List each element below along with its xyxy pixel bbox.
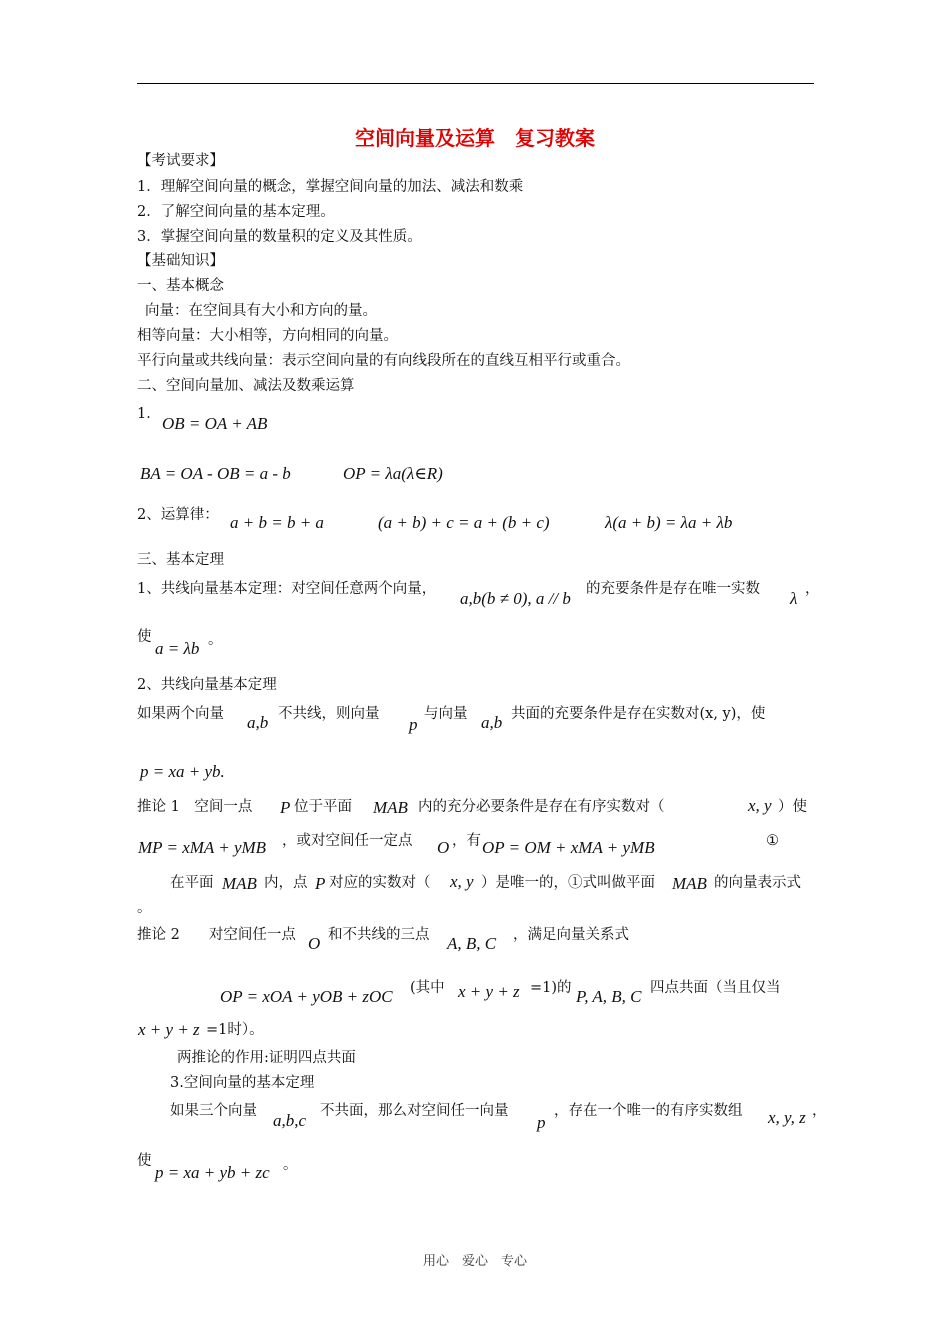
- theorem3-math: a,b,c: [273, 1111, 307, 1130]
- corollary1-math: O: [437, 838, 450, 857]
- corollary2-text: (其中: [410, 980, 445, 996]
- theorem1-text: 。: [208, 632, 223, 648]
- exam-item: 3．掌握空间向量的数量积的定义及其性质。: [137, 229, 422, 245]
- corollary1-math: x, y: [748, 796, 772, 815]
- corollary1-text: 内，点: [264, 875, 308, 891]
- def-equal: 相等向量：大小相等，方向相同的向量。: [137, 328, 398, 344]
- corollary2-text: 推论 2 对空间任一点: [137, 927, 296, 943]
- corollary1-formula: OP = OM + xMA + yMB: [482, 838, 655, 857]
- corollary1-math: P: [280, 798, 291, 817]
- page-footer: 用心 爱心 专心: [422, 1254, 527, 1269]
- theorem2-text: 不共线，则向量: [278, 706, 380, 722]
- theorem2-heading: 2、共线向量基本定理: [137, 677, 277, 693]
- section-heading: 一、基本概念: [137, 278, 224, 294]
- corollary2-text: 和不共线的三点: [328, 927, 430, 943]
- item-number: 2、运算律：: [137, 507, 219, 523]
- theorem2-formula: p = xa + yb.: [140, 762, 225, 781]
- corollary2-text: =1时）。: [206, 1022, 264, 1038]
- lambda-symbol: λ: [790, 589, 798, 608]
- exam-item: 2．了解空间向量的基本定理。: [137, 204, 335, 220]
- law-associative: (a + b) + c = a + (b + c): [378, 513, 550, 532]
- item-number: 1．: [137, 406, 161, 422]
- basics-heading: 【基础知识】: [137, 253, 224, 269]
- corollary1-math: MAB: [672, 874, 707, 893]
- formula-scalar: OP = λa(λ∈R): [343, 464, 443, 483]
- exam-heading: 【考试要求】: [137, 153, 224, 169]
- corollary1-text: ，有: [452, 833, 481, 849]
- corollary2-math: x + y + z: [458, 982, 520, 1001]
- def-parallel: 平行向量或共线向量：表示空间向量的有向线段所在的直线互相平行或重合。: [137, 353, 630, 369]
- corollary1-text: ）使: [778, 799, 807, 815]
- corollary1-text: 内的充分必要条件是存在有序实数对（: [418, 799, 665, 815]
- header-rule: [137, 83, 814, 84]
- corollary1-math: MAB: [373, 798, 408, 817]
- corollary2-math: O: [308, 934, 321, 953]
- theorem3-heading: 3.空间向量的基本定理: [170, 1075, 315, 1091]
- theorem3-text: ，存在一个唯一的有序实数组: [554, 1103, 743, 1119]
- formula-add: OB = OA + AB: [162, 414, 268, 433]
- law-distributive: λ(a + b) = λa + λb: [605, 513, 733, 532]
- law-commutative: a + b = b + a: [230, 513, 324, 532]
- theorem2-math: p: [409, 715, 418, 734]
- theorem3-text: 。: [283, 1157, 298, 1173]
- corollary2-math: P, A, B, C: [576, 987, 642, 1006]
- corollary2-text: 四点共面（当且仅当: [650, 980, 781, 996]
- section-heading: 三、基本定理: [137, 552, 224, 568]
- corollary1-text: 。: [137, 900, 152, 916]
- theorem2-text: 与向量: [424, 706, 468, 722]
- theorem1-math: a,b(b ≠ 0), a // b: [460, 589, 571, 608]
- corollary1-text: 在平面: [170, 875, 214, 891]
- theorem2-math: a,b: [481, 713, 503, 732]
- theorem2-text: 如果两个向量: [137, 706, 224, 722]
- theorem3-text: 使: [137, 1153, 152, 1169]
- formula-sub: BA = OA - OB = a - b: [140, 464, 291, 483]
- corollary2-formula: OP = xOA + yOB + zOC: [220, 987, 393, 1006]
- corollary1-text: ）是唯一的，①式叫做平面: [481, 875, 655, 891]
- theorem2-text: 共面的充要条件是存在实数对(x, y)，使: [511, 706, 766, 722]
- theorem1-text: 的充要条件是存在唯一实数: [586, 581, 760, 597]
- corollary2-text: =1)的: [530, 980, 572, 996]
- corollary2-text: ，满足向量关系式: [513, 927, 629, 943]
- corollary2-math: x + y + z: [138, 1020, 200, 1039]
- corollary1-text: 推论 1 空间一点: [137, 799, 253, 815]
- corollary2-math: A, B, C: [447, 934, 497, 953]
- theorem1-text: 使: [137, 629, 152, 645]
- theorem1-text: ，: [805, 581, 820, 597]
- theorem3-math: p: [537, 1113, 546, 1132]
- theorem3-text: 不共面，那么对空间任一向量: [320, 1103, 509, 1119]
- corollary1-text: ，或对空间任一定点: [282, 833, 413, 849]
- corollary1-formula: MP = xMA + yMB: [138, 838, 267, 857]
- theorem3-math: x, y, z: [768, 1108, 806, 1127]
- corollaries-use: 两推论的作用:证明四点共面: [177, 1050, 356, 1066]
- theorem3-text: ，: [812, 1103, 827, 1119]
- corollary1-math: x, y: [450, 872, 474, 891]
- page-title: 空间向量及运算 复习教案: [355, 126, 595, 150]
- theorem1-formula: a = λb: [155, 639, 200, 658]
- corollary1-text: 对应的实数对（: [329, 875, 431, 891]
- corollary1-text: 的向量表示式: [714, 875, 801, 891]
- corollary1-math: MAB: [222, 874, 257, 893]
- corollary1-math: P: [315, 874, 326, 893]
- section-heading: 二、空间向量加、减法及数乘运算: [137, 378, 355, 394]
- theorem3-text: 如果三个向量: [170, 1103, 257, 1119]
- theorem1-text: 1、共线向量基本定理：对空间任意两个向量，: [137, 581, 437, 597]
- theorem2-math: a,b: [247, 713, 269, 732]
- exam-item: 1．理解空间向量的概念，掌握空间向量的加法、减法和数乘: [137, 179, 524, 195]
- equation-number: ①: [766, 833, 779, 849]
- corollary1-text: 位于平面: [294, 799, 352, 815]
- def-vector: 向量：在空间具有大小和方向的量。: [145, 303, 377, 319]
- theorem3-formula: p = xa + yb + zc: [155, 1163, 270, 1182]
